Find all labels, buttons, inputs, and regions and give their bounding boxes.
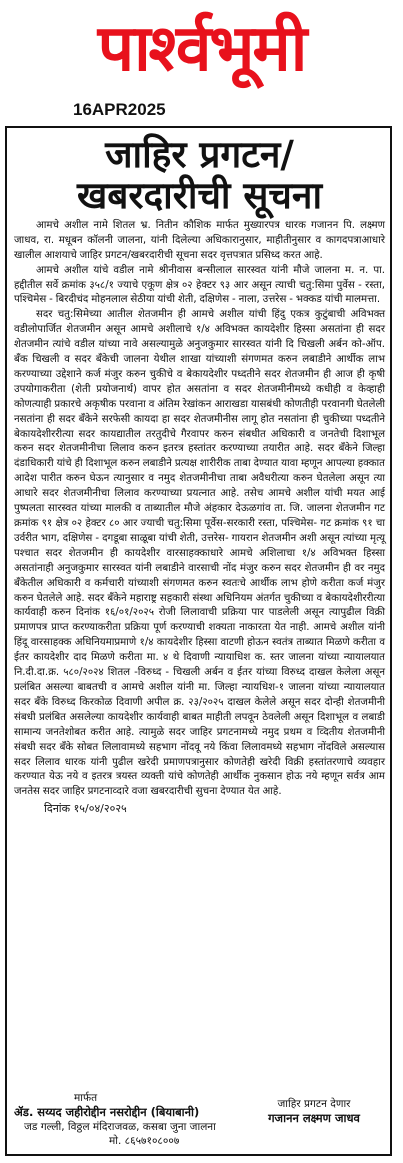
advocate-name: ॲड. सय्यद जहीरोद्दीन नसरोद्दीन (बियाबानी) — [14, 1105, 200, 1119]
issuer-signature — [244, 1097, 384, 1126]
notice-paragraph: सदर चतु:सिमेच्या आतील शेतजमीन ही आमचे अशील यांची हिंदु एकत्र कुटुंबाची अविभक्त वडीलोपार्जित शेतजमीन असून आमचे अशीलाचे १/४ अविभक्त कायदेशीर हिस्सा असतांना ही सदर शेतजमीन त्यांचे वडील यांच्या नावे असल्यामुळे अनुजकुमार सारस्वत यांनी दि चिखली अर्बन को-ऑप. बँक चिखली व सदर बँकेची जालना येथील शाखा यांच्याशी संगणमत करुन लबाडीने आर्थीक लाभ करण्याच्या उद्देशाने कर्ज मंजुर करुन चुकीचे व बेकायदेशीर पध्दतीने सदर शेतजमीन ही आज ही कृषी उपयोगाकरीता (शेती प्रयोजनार्थ) वापर होत असतांना व सदर शेतजमीनीमध्ये कधीही व केव्हाही कोणत्याही प्रकारचे अकृषीक परवाना व अंतिम रेखांकन आराखडा यासबंधी कोणतीही परवानगी घेतलेली नसतांना ही सदर बँकेने सरफेसी कायदा हा सदर शेतजमीनीस लागू होत नसतांना ही चुकीच्या पध्दतीने बेकायदेशीररीत्या सदर कायद्यातील तरतुदीचे गैरवापर करुन संबधीत अधिकारी व जनतेची दिशाभूल करुन सदर शेतजमीनीचा लिलाव करुन इतरत्र हस्तांतर करण्याच्या तयारीत आहे. सदर बँकेने जिल्हा दंडाधिकारी यांचे ही दिशाभूल करुन लबाडीने प्रत्यक्ष शारीरीक ताबा देण्यात यावा म्हणून आपल्या हक्कात आदेश पारीत करुन घेऊन त्यानुसार व नमुद शेतजमीनीचा ताबा अवैधरीत्या करुन घेतलेला असून त्या आधारे सदर शेतजमीनीचा लिलाव करण्याच्या प्रयत्नात आहे. तसेच आमचे अशील यांची मयत आई पुष्पलता सारस्वत यांच्या मालकी व ताब्यातील मौजे अंहकार देऊळगांव ता. जि. जालना शेतजमीन गट क्रमांक ९१ क्षेत्र ०२ हेक्टर ८० आर ज्याची चतु:सिमा पूर्वेस-सरकारी रस्ता, पश्चिमेस- गट क्रमांक ९१ चा उर्वरीत भाग, दक्षिणेस - दगडूबा साळूबा यांची शेती, उत्तरेस- गायरान शेतजमीन अशी असून त्यांच्या मृत्यू पश्चात सदर शेतजमीन ही कायदेशीर वारसाहक्काधारे आमचे अशिलाचा १/४ अविभक्त हिस्सा असतांनाही अनुजकुमार सारस्वत यांनी लबाडीने वारसाची नोंद मंजुर करुन सदर शेतजमीन ही वर नमुद बँकेतील अधिकारी व कर्मचारी यांच्याशी संगणमत करुन स्वतःचे आर्थीक लाभ होणे करीता कर्ज मंजुर करुन घेतलेले आहे. सदर बँकेने महाराष्ट्र सहकारी संस्था अधिनियम अंतर्गत चुकीच्या व बेकायदेशीररीत्या कार्यवाही करुन दिनांक १६/०१/२०२५ रोजी लिलावाची प्रक्रिया पार पाडलेली असून त्यापुढील विक्री प्रमाणपत्र प्राप्त करण्याकरीता प्रक्रिया पूर्ण करण्याची शक्यता नाकारता येत नाही. आमचे अशील यांनी हिंदू वारसाहक्क अधिनियमाप्रमाणे १/४ कायदेशीर हिस्सा वाटणी होऊन स्वतंत्र ताब्यात मिळणे करीता व ईतर कायदेशीर दाद मिळणे करीता मा. ४ थे दिवाणी न्यायाधिश क. स्तर जालना यांच्या न्यायालयात नि.दी.दा.क्र. ५८०/२०२४ शितल -विरुध्द - चिखली अर्बन व ईतर यांच्या विरुध्द दाखल केलेला असून प्रलंबित असल्या बाबतची व आमचे अशील यांनी मा. जिल्हा न्यायधिश-१ जालना यांच्या न्यायालयात सदर बँके विरुध्द किरकोळ दिवाणी अपील क्र. २३/२०२५ दाखल केलेले असून सदर दोन्ही शेतजमीनी संबधी प्रलंबित असलेल्या कायदेशीर कार्यवाही बाबत माहीती लपवून ठेवलेली असून दिशाभूल व लबाडी सामान्य जनतेशोबत करीत आहे. त्यामुळे सदर जाहिर प्रगटनामध्ये नमुद प्रथम व व्दितीय शेतजमीनी संबधी सदर बँके सोबत लिलावामध्ये सहभाग नोंदवू नये किंवा लिलावमध्ये सहभाग नोंदविले असल्यास सदर लिलाव धारक यांनी पुढील खरेदी प्रमाणपत्रानुसार कोणतेही खरेदी विक्री हस्तांतरणाचे व्यवहार करण्यात येऊ नये व इतरत्र त्रयस्त व्यक्ती यांचे कोणतेही आर्थीक नुकसान होऊ नये म्हणून सर्वत्र आम जनतेस सदर जाहिर प्रगटनाव्दारे वजा खबरदारीची सुचना देण्यात येत आहे. — [14, 309, 385, 798]
issuer-label: जाहिर प्रगटन देणार — [277, 1098, 351, 1110]
newspaper-logo: पार्श्वभूमी — [97, 12, 306, 86]
publication-date: 16APR2025 — [73, 100, 166, 119]
newspaper-masthead — [0, 0, 403, 100]
notice-date: दिनांक १५/०४/२०२५ — [44, 802, 127, 816]
advocate-mobile: मो. ८६५७१०८००७ — [109, 1135, 180, 1147]
notice-paragraph: आमचे अशील नामे शितल भ्र. नितीन कौशिक मार्फत मुख्यारपत्र धारक गजानन पि. लक्ष्मण जाधव, रा. मधूबन कॉलनी जालना, यांनी दिलेल्या अधिकारानुसार, माहीतीनुसार व कागदपत्राआधारे खालील आशयाचे जाहिर प्रगटन/खबरदारीची सूचना सदर वृत्तपत्रात प्रसिध्द करत आहे. — [14, 219, 385, 261]
issuer-name: गजानन लक्ष्मण जाधव — [268, 1111, 360, 1125]
headline-line-2: खबरदारीची सूचना — [76, 174, 323, 218]
notice-paragraph: आमचे अशील यांचे वडील नामे श्रीनीवास बन्सीलाल सारस्वत यांनी मौजे जालना म. न. पा. हद्दीतील सर्वे क्रमांक ३५८/१ ज्याचे एकूण क्षेत्र ०२ हेक्टर ९३ आर असून त्याची चतु:सिमा पुर्वेस - रस्ता, पश्चिमेस - बिरदीचंद मोहनलाल सेठीया यांची शेती, दक्षिणेस - नाला, उत्तरेस - भक्कड यांची मालमत्ता. — [14, 264, 385, 306]
advocate-signature — [14, 1091, 264, 1148]
notice-body — [14, 219, 385, 800]
headline-line-1: जाहिर प्रगटन/ — [105, 133, 294, 176]
advocate-label: मार्फत — [74, 1092, 98, 1104]
public-notice-box — [5, 126, 392, 1156]
notice-headline — [14, 134, 385, 217]
advocate-address: जड गल्ली, विठ्ठल मंदिराजवळ, कसबा जुना जालना — [24, 1121, 216, 1133]
